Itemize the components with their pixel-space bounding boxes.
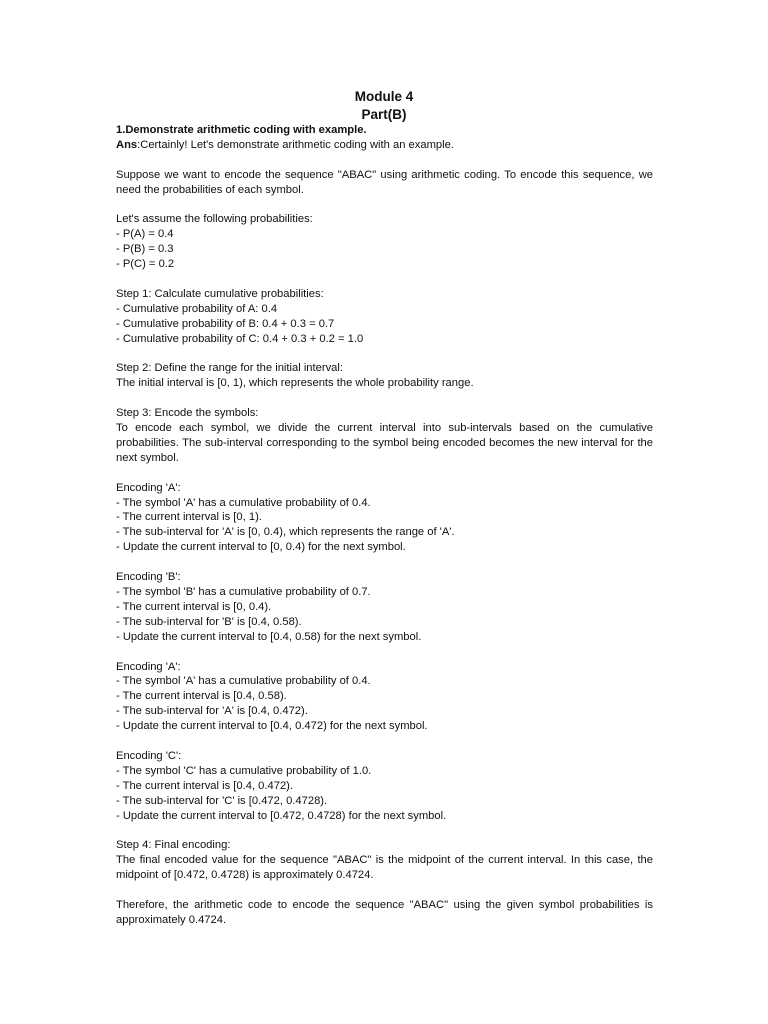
- answer-prefix: Ans: [116, 138, 138, 151]
- step4-heading: Step 4: Final encoding:: [116, 839, 231, 852]
- encoding-item: - The symbol 'A' has a cumulative probability of 0.4.: [116, 675, 371, 688]
- encoding-item: - The sub-interval for 'C' is [0.472, 0.4728).: [116, 794, 328, 807]
- step3-text: To encode each symbol, we divide the current interval into sub-intervals based on the cumulative probabilities. The sub-interval corresponding to the symbol being encoded becomes the new interval for the next symbol.: [116, 422, 653, 464]
- step1-item: - Cumulative probability of B: 0.4 + 0.3 = 0.7: [116, 317, 335, 330]
- step1-item: - Cumulative probability of C: 0.4 + 0.3 + 0.2 = 1.0: [116, 332, 364, 345]
- encoding-item: - The symbol 'A' has a cumulative probability of 0.4.: [116, 496, 371, 509]
- encoding-heading: Encoding 'A':: [116, 660, 181, 673]
- module-title: Module 4: [354, 89, 414, 104]
- encoding-item: - The symbol 'B' has a cumulative probability of 0.7.: [116, 585, 371, 598]
- question-heading: 1.Demonstrate arithmetic coding with example.: [116, 124, 367, 136]
- step1-item: - Cumulative probability of A: 0.4: [116, 302, 278, 315]
- probability-item: - P(B) = 0.3: [116, 243, 174, 256]
- encoding-item: - The current interval is [0.4, 0.58).: [116, 690, 287, 703]
- step1-heading: Step 1: Calculate cumulative probabilities:: [116, 287, 324, 300]
- encoding-item: - The current interval is [0.4, 0.472).: [116, 779, 294, 792]
- step3-heading: Step 3: Encode the symbols:: [116, 407, 259, 420]
- encoding-item: - The current interval is [0, 1).: [116, 511, 262, 524]
- probability-item: - P(A) = 0.4: [116, 228, 174, 241]
- step4-text: The final encoded value for the sequence "ABAC" is the midpoint of the current interval. In this case, the midpoint of [0.472, 0.4728) is approximately 0.4724.: [116, 854, 653, 882]
- encoding-item: - Update the current interval to [0, 0.4) for the next symbol.: [116, 541, 406, 554]
- encoding-item: - Update the current interval to [0.4, 0.472) for the next symbol.: [116, 720, 428, 733]
- step2-heading: Step 2: Define the range for the initial interval:: [116, 362, 343, 375]
- encoding-heading: Encoding 'A':: [116, 481, 181, 494]
- encoding-item: - The sub-interval for 'B' is [0.4, 0.58).: [116, 615, 302, 628]
- answer-text: :Certainly! Let's demonstrate arithmetic coding with an example.: [137, 138, 454, 151]
- encoding-heading: Encoding 'C':: [116, 749, 182, 762]
- probabilities-heading: Let's assume the following probabilities:: [116, 213, 313, 226]
- probability-item: - P(C) = 0.2: [116, 258, 175, 271]
- encoding-item: - Update the current interval to [0.472, 0.4728) for the next symbol.: [116, 809, 447, 822]
- encoding-item: - The symbol 'C' has a cumulative probability of 1.0.: [116, 764, 372, 777]
- answer-line: [116, 138, 653, 153]
- encoding-heading: Encoding 'B':: [116, 571, 181, 584]
- encoding-item: - The current interval is [0, 0.4).: [116, 600, 272, 613]
- step2-text: The initial interval is [0, 1), which represents the whole probability range.: [116, 377, 474, 390]
- document-body: [116, 123, 653, 928]
- intro-paragraph: Suppose we want to encode the sequence "ABAC" using arithmetic coding. To encode this sequence, we need the probabilities of each symbol.: [116, 168, 653, 196]
- encoding-item: - The sub-interval for 'A' is [0.4, 0.472).: [116, 705, 308, 718]
- encoding-item: - The sub-interval for 'A' is [0, 0.4), which represents the range of 'A'.: [116, 526, 455, 539]
- conclusion-paragraph: Therefore, the arithmetic code to encode the sequence "ABAC" using the given symbol probabilities is approximately 0.4724.: [116, 898, 653, 926]
- part-title: Part(B): [361, 107, 407, 122]
- encoding-item: - Update the current interval to [0.4, 0.58) for the next symbol.: [116, 630, 422, 643]
